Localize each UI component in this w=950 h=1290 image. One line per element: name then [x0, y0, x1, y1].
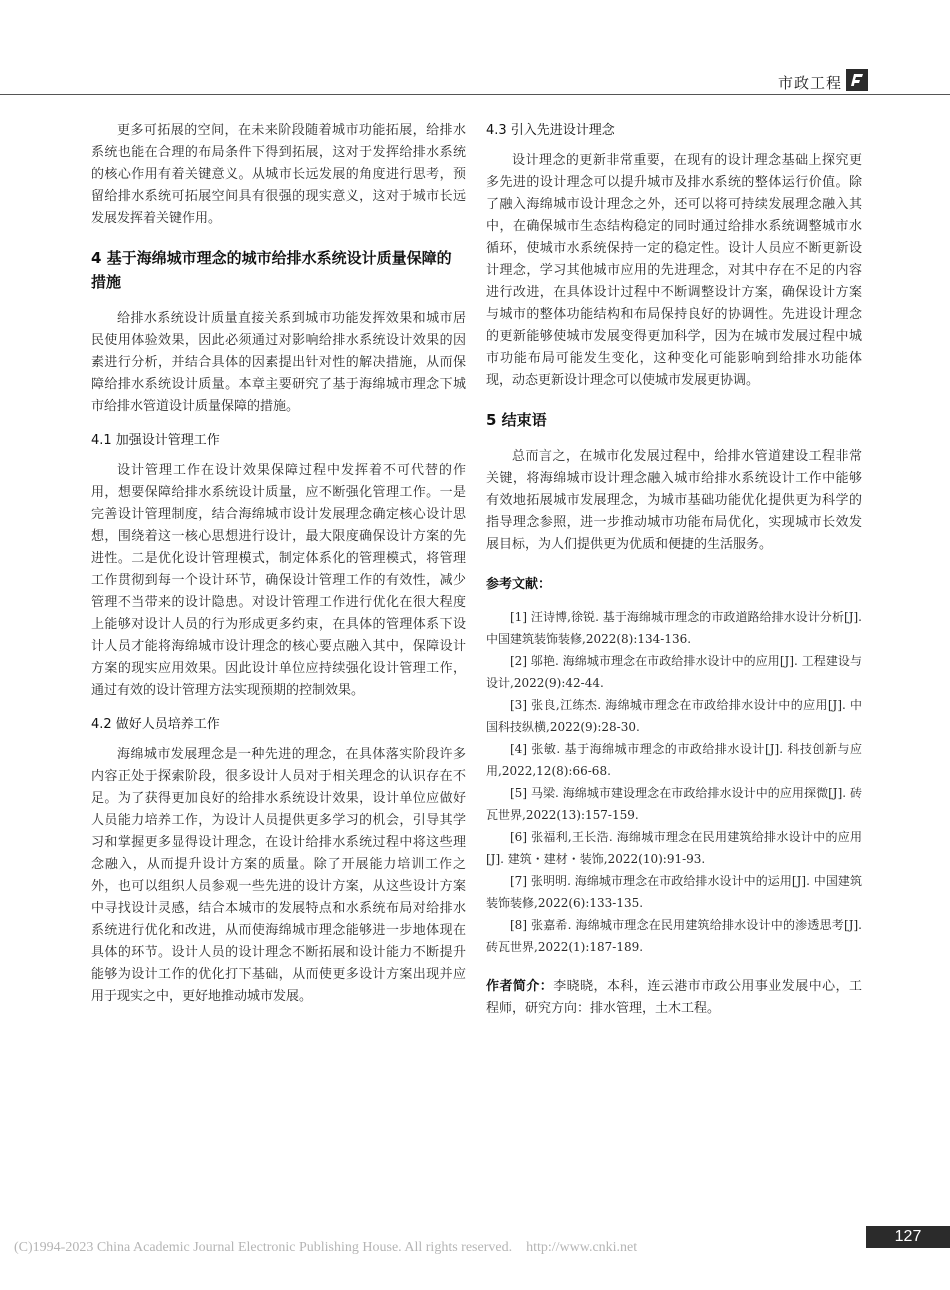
reference-item: [1] 汪诗博,徐锐. 基于海绵城市理念的市政道路给排水设计分析[J]. 中国建筑装饰装修,2022(8):134-136.	[486, 610, 862, 646]
subsection-4-1-heading: 4.1 加强设计管理工作	[91, 433, 220, 448]
cnki-url: http://www.cnki.net	[526, 1240, 638, 1255]
section-5-text: 总而言之，在城市化发展过程中，给排水管道建设工程非常关键，将海绵城市设计理念融入城市给排水系统设计工作中能够有效地拓展城市发展理念，为城市基础功能优化提供更为科学的指导理念参照，进一步推动城市功能布局优化，实现城市长效发展目标，为人们提供更为优质和便捷的生活服务。	[486, 449, 862, 552]
header-divider	[0, 94, 950, 95]
references-title: 参考文献：	[486, 577, 552, 592]
journal-section-title: 市政工程	[777, 74, 842, 92]
reference-item: [4] 张敏. 基于海绵城市理念的市政给排水设计[J]. 科技创新与应用,2022,12(8):66-68.	[486, 742, 862, 778]
left-column	[91, 120, 466, 1008]
section-5-heading: 5 结束语	[486, 411, 547, 429]
subsection-4-3-text: 设计理念的更新非常重要，在现有的设计理念基础上探究更多先进的设计理念可以提升城市及排水系统的整体运行价值。除了融入海绵城市设计理念之外，还可以将可持续发展理念融入其中，在确保城市生态结构稳定的同时通过给排水系统调整城市水循环，使城市水系统保持一定的稳定性。设计人员应不断更新设计理念，学习其他城市应用的先进理念，对其中存在不足的内容进行改进，在具体设计过程中不断调整设计方案，确保设计方案与城市的整体功能结构和布局保持良好的协调性。先进设计理念的更新能够使城市发展变得更加科学，因为在城市发展过程中城市功能布局可能发生变化，这种变化可能影响到给排水功能体现，动态更新设计理念可以使城市发展更协调。	[486, 153, 862, 388]
copyright-watermark	[14, 1240, 637, 1256]
author-bio	[486, 976, 862, 1020]
journal-logo-icon	[846, 69, 868, 91]
subsection-4-2-text: 海绵城市发展理念是一种先进的理念，在具体落实阶段许多内容正处于探索阶段，很多设计人员对于相关理念的认识存在不足。为了获得更加良好的给排水系统设计效果，设计单位应做好人员能力培养工作，为设计人员提供更多学习的机会，引导其学习和掌握更多显得设计理念，在设计给排水系统过程中将这些理念融入，从而提升设计方案的质量。除了开展能力培训工作之外，也可以组织人员参观一些先进的设计方案，从这些设计方案中寻找设计灵感，结合本城市的发展特点和水系统布局对给排水系统进行优化和改进，从而使海绵城市理念能够进一步地体现在具体的环节。设计人员的设计理念不断拓展和设计能力不断提升能够为设计工作的优化打下基础，从而使更多设计方案出现并应用于现实之中，更好地推动城市发展。	[91, 747, 466, 1004]
intro-paragraph: 更多可拓展的空间，在未来阶段随着城市功能拓展，给排水系统也能在合理的布局条件下得到拓展，这对于发挥给排水系统的核心作用有着关键意义。从城市长远发展的角度进行思考，预留给排水系统可拓展空间具有很强的现实意义，这对于城市长远发展发挥着关键作用。	[91, 123, 466, 226]
author-bio-label: 作者简介：	[486, 979, 554, 994]
reference-item: [7] 张明明. 海绵城市理念在市政给排水设计中的运用[J]. 中国建筑装饰装修,2022(6):133-135.	[486, 874, 862, 910]
section-4-intro: 给排水系统设计质量直接关系到城市功能发挥效果和城市居民使用体验效果，因此必须通过对影响给排水系统设计效果的因素进行分析，并结合具体的因素提出针对性的解决措施，从而保障给排水系统设计质量。本章主要研究了基于海绵城市理念下城市给排水管道设计质量保障的措施。	[91, 311, 466, 414]
references-list	[486, 606, 862, 958]
author-bio-text: 李晓晓，本科，连云港市市政公用事业发展中心，工程师，研究方向：排水管理，土木工程。	[486, 979, 862, 1016]
right-column	[486, 120, 862, 1020]
reference-item: [5] 马梁. 海绵城市建设理念在市政给排水设计中的应用探微[J]. 砖瓦世界,2022(13):157-159.	[486, 786, 862, 822]
reference-item: [2] 邬艳. 海绵城市理念在市政给排水设计中的应用[J]. 工程建设与设计,2022(9):42-44.	[486, 654, 862, 690]
subsection-4-1-text: 设计管理工作在设计效果保障过程中发挥着不可代替的作用，想要保障给排水系统设计质量，应不断强化管理工作。一是完善设计管理制度，结合海绵城市设计发展理念确定核心设计思想，围绕着这一核心思想进行设计，最大限度确保设计方案的先进性。二是优化设计管理模式，制定体系化的管理模式，将管理工作贯彻到每一个设计环节，确保设计管理工作的有效性，减少管理不当带来的设计隐患。对设计管理工作进行优化在很大程度上能够对设计人员的行为形成更多约束，在具体的管理体系下设计人员才能将海绵城市设计理念的核心要点融入其中，保障设计方案的现实应用效果。因此设计单位应持续强化设计管理工作，通过有效的设计管理方法实现预期的控制效果。	[91, 463, 466, 698]
reference-item: [3] 张良,江练杰. 海绵城市理念在市政给排水设计中的应用[J]. 中国科技纵横,2022(9):28-30.	[486, 698, 862, 734]
copyright-text: (C)1994-2023 China Academic Journal Electronic Publishing House. All rights reserved.	[14, 1240, 513, 1255]
page-number: 127	[866, 1226, 950, 1248]
subsection-4-3-heading: 4.3 引入先进设计理念	[486, 123, 615, 138]
subsection-4-2-heading: 4.2 做好人员培养工作	[91, 717, 220, 732]
reference-item: [8] 张嘉希. 海绵城市理念在民用建筑给排水设计中的渗透思考[J]. 砖瓦世界,2022(1):187-189.	[486, 918, 862, 954]
reference-item: [6] 张福利,王长浩. 海绵城市理念在民用建筑给排水设计中的应用[J]. 建筑・建材・装饰,2022(10):91-93.	[486, 830, 862, 866]
section-4-heading: 4 基于海绵城市理念的城市给排水系统设计质量保障的措施	[91, 249, 452, 291]
